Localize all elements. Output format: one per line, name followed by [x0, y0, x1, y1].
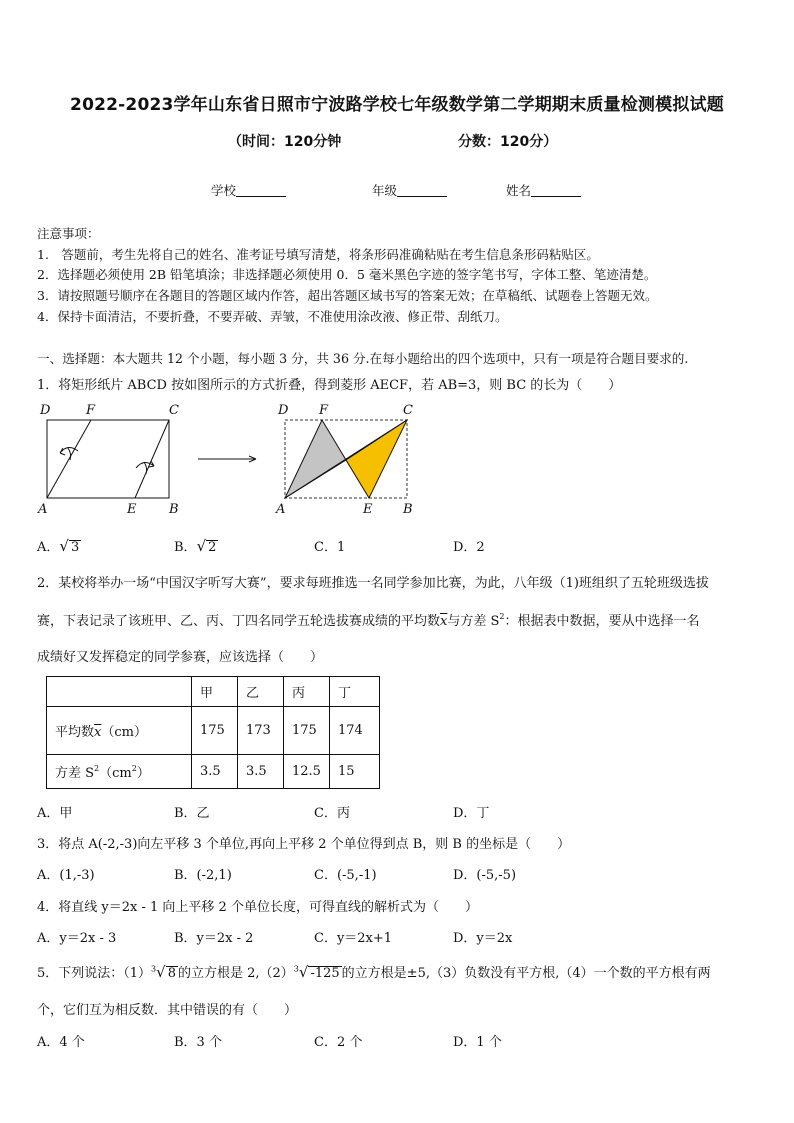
name-label: 姓名: [506, 183, 532, 198]
school-blank: [236, 184, 286, 197]
q5-line2: 个，它们互为相反数．其中错误的有（ ）: [37, 1003, 298, 1018]
q1-option-b[interactable]: B．√ 2: [174, 537, 217, 555]
table-cell: 173: [238, 707, 284, 755]
q3-option-d[interactable]: D．(-5,-5): [453, 868, 517, 883]
label-a: A: [38, 502, 48, 517]
table-cell: 12.5: [284, 755, 330, 789]
q4-stem: 4．将直线 y＝2x - 1 向上平移 2 个单位长度，可得直线的解析式为（ ）: [37, 900, 478, 915]
q3-option-b[interactable]: B．(-2,1): [174, 868, 232, 883]
row-label-variance: 方差 $S^2(cm^2)$: [47, 755, 192, 789]
note-item: 1. 答题前，考生先将自己的姓名、准考证号填写清楚，将条形码准确粘贴在考生信息条形码粘贴区。: [37, 247, 599, 262]
q4-option-c[interactable]: C．y＝2x+1: [314, 931, 393, 946]
note-item: 4．保持卡面清洁，不要折叠，不要弄破、弄皱，不准使用涂改液、修正带、刮纸刀。: [37, 309, 508, 324]
q5-option-c[interactable]: C．2 个: [314, 1035, 363, 1050]
exam-score: 分数：120分）: [458, 134, 558, 150]
label-a: A: [276, 502, 286, 517]
table-row: [47, 755, 380, 789]
table-header-cell: 丙: [284, 677, 330, 707]
q3-stem: 3．将点 A(-2,-3)向左平移 3 个单位,再向上平移 2 个单位得到点 B，则 B 的坐标是（ ）: [37, 837, 571, 852]
row-label-mean: 平均数$\overline{x}(cm)$: [47, 707, 192, 755]
fold-arrow-icon: [136, 461, 154, 474]
table-cell: 174: [330, 707, 380, 755]
q1-option-c[interactable]: C．1: [314, 540, 346, 555]
q4-option-d[interactable]: D．y＝2x: [453, 931, 513, 946]
q3-option-c[interactable]: C．(-5,-1): [314, 868, 377, 883]
grade-blank: [397, 184, 447, 197]
label-e: E: [363, 502, 373, 517]
q2-option-d[interactable]: D．丁: [453, 806, 490, 821]
name-blank: [531, 184, 581, 197]
label-d: D: [40, 403, 51, 418]
q1-option-d[interactable]: D．2: [453, 540, 485, 555]
school-field: [211, 181, 286, 199]
table-cell: [47, 677, 192, 707]
exam-time: （时间：120分钟: [228, 134, 342, 150]
table-cell: 3.5: [192, 755, 238, 789]
gray-triangle: [285, 420, 346, 498]
table-header-row: [47, 677, 380, 707]
q3-option-a[interactable]: A．(1,-3): [37, 868, 95, 883]
school-label: 学校: [211, 183, 237, 198]
fold-line-ec: [135, 420, 169, 498]
q1-option-a[interactable]: A．√ 3: [37, 537, 80, 555]
q2-line1: 2．某校将举办一场“中国汉字听写大赛”，要求每班推选一名同学参加比赛，为此，八年级（1)班组织了五轮班级选拔: [37, 576, 709, 591]
q5-option-d[interactable]: D．1 个: [453, 1035, 502, 1050]
q2-line2: 赛，下表记录了该班甲、乙、丙、丁四名同学五轮选拔赛成绩的平均数$\overline{x}$与方差 $S^2$：根据表中数据，要从中选择一名: [37, 612, 700, 629]
q5-option-a[interactable]: A．4 个: [37, 1035, 85, 1050]
table-header-cell: 乙: [238, 677, 284, 707]
label-c: C: [403, 403, 413, 418]
grade-label: 年级: [372, 183, 398, 198]
name-field: [506, 181, 581, 199]
section-heading: 一、选择题：本大题共 12 个小题，每小题 3 分，共 36 分.在每小题给出的四个选项中，只有一项是符合题目要求的.: [37, 351, 689, 366]
q5-line1: 5．下列说法：$(1)^3√$ 8 的立方根是 $2,(2)^3√$ -125 的立方根是±5,（3）负数没有平方根,（4）一个数的平方根有两: [37, 963, 711, 981]
q4-option-a[interactable]: A．y＝2x - 3: [37, 931, 117, 946]
label-f: F: [86, 403, 96, 418]
q2-option-b[interactable]: B．乙: [174, 806, 210, 821]
fold-line-af: [47, 420, 91, 498]
note-item: 2．选择题必须使用 2B 铅笔填涂；非选择题必须使用 0．5 毫米黑色字迹的签字笔书写，字体工整、笔迹清楚。: [37, 267, 657, 282]
q1-stem: 1．将矩形纸片 ABCD 按如图所示的方式折叠，得到菱形 AECF，若 AB=3，则 BC 的长为（ ）: [37, 378, 622, 393]
label-c: C: [169, 403, 179, 418]
q2-option-c[interactable]: C．丙: [314, 806, 350, 821]
table-cell: 3.5: [238, 755, 284, 789]
rectangle-abcd: [47, 420, 169, 498]
note-item: 3．请按照题号顺序在各题目的答题区域内作答，超出答题区域书写的答案无效；在草稿纸、试题卷上答题无效。: [37, 288, 658, 303]
label-f: F: [319, 403, 329, 418]
label-b: B: [403, 502, 413, 517]
grade-field: [372, 181, 447, 199]
notes-heading: 注意事项：: [37, 226, 100, 241]
table-cell: 175: [192, 707, 238, 755]
yellow-triangle: [346, 420, 407, 498]
label-d: D: [278, 403, 289, 418]
label-b: B: [169, 502, 179, 517]
q5-option-b[interactable]: B．3 个: [174, 1035, 222, 1050]
q2-score-table: [46, 676, 380, 789]
q4-option-b[interactable]: B．y＝2x - 2: [174, 931, 254, 946]
table-header-cell: 丁: [330, 677, 380, 707]
q2-option-a[interactable]: A．甲: [37, 806, 73, 821]
table-cell: 15: [330, 755, 380, 789]
q2-line3: 成绩好又发挥稳定的同学参赛，应该选择（ ）: [37, 650, 324, 665]
q1-figure: [30, 398, 430, 522]
table-cell: 175: [284, 707, 330, 755]
table-header-cell: 甲: [192, 677, 238, 707]
page-title: 2022-2023学年山东省日照市宁波路学校七年级数学第二学期期末质量检测模拟试题: [70, 95, 724, 115]
label-e: E: [127, 502, 137, 517]
table-row: [47, 707, 380, 755]
